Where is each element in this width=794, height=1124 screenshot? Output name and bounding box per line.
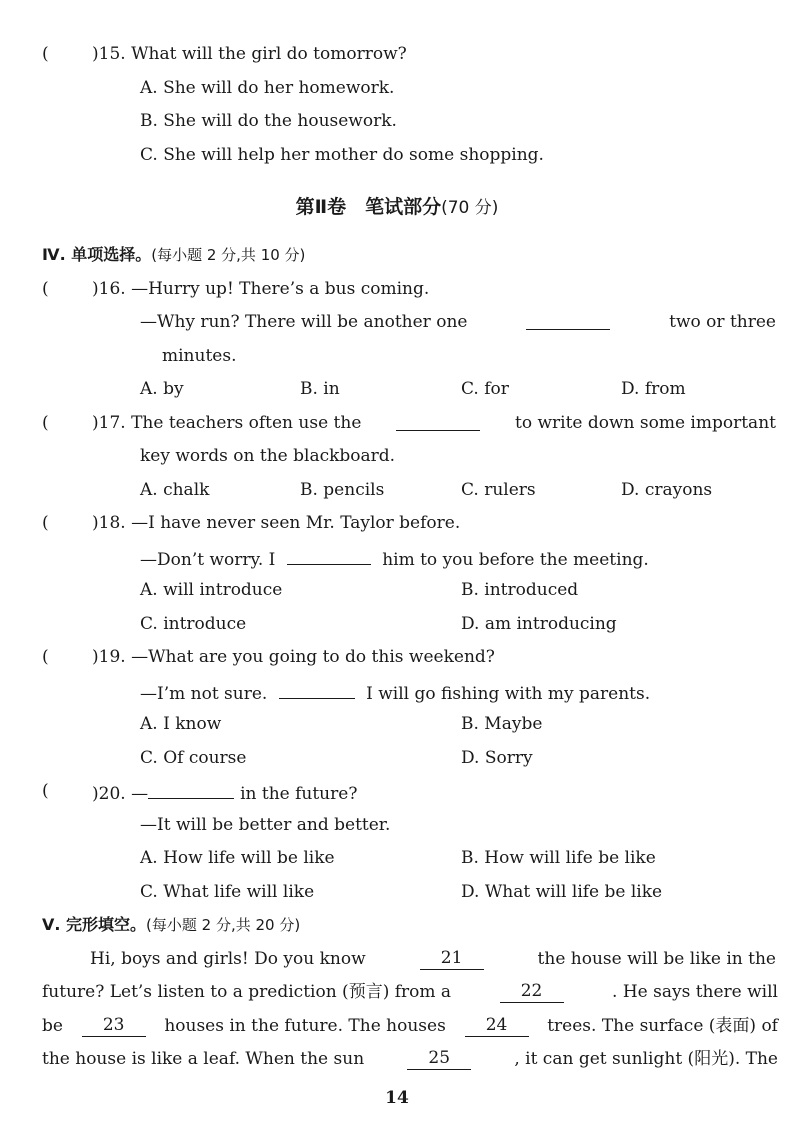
cloze-blank-21[interactable]: 21 (420, 948, 484, 970)
q18-option-a: A. will introduce (140, 580, 283, 600)
section-4-title: Ⅳ. 单项选择。 (42, 245, 152, 264)
q18-line-2-before: —Don’t worry. I (140, 550, 276, 570)
q17-stem (92, 412, 776, 434)
q15-option-b: B. She will do the housework. (140, 111, 397, 131)
question-16-stem: )16. —Hurry up! There’s a bus coming. (92, 279, 430, 299)
question-15-stem: )15. What will the girl do tomorrow? (92, 44, 407, 64)
cloze-line-1 (90, 948, 776, 970)
section-5-header (42, 914, 300, 936)
q18-option-d: D. am introducing (461, 614, 617, 634)
question-18-stem: )18. —I have never seen Mr. Taylor before. (92, 513, 461, 533)
q16-line-3: minutes. (162, 346, 237, 366)
part-2-title (0, 192, 794, 219)
section-4-header (42, 244, 305, 266)
q15-option-c: C. She will help her mother do some shopping. (140, 145, 544, 165)
question-19-stem: )19. —What are you going to do this weekend? (92, 647, 495, 667)
q17-stem-after: to write down some important (514, 413, 776, 433)
section-4-note: (每小题 2 分,共 10 分) (151, 246, 306, 264)
q20-option-c: C. What life will like (140, 882, 315, 902)
cloze-text: houses in the future. The houses (164, 1016, 446, 1036)
cloze-text: the house will be like in the (537, 949, 776, 969)
q17-line-2: key words on the blackboard. (140, 446, 396, 466)
answer-paren[interactable]: ( (42, 279, 49, 299)
q19-line-2 (140, 680, 650, 705)
cloze-text: , it can get sunlight (阳光). The (514, 1049, 778, 1069)
q19-option-d: D. Sorry (461, 748, 533, 768)
answer-paren[interactable]: ( (42, 44, 49, 64)
cloze-blank-23[interactable]: 23 (82, 1015, 146, 1037)
answer-paren[interactable]: ( (42, 513, 49, 533)
cloze-line-2 (42, 981, 778, 1003)
q16-line-2 (140, 311, 776, 333)
q19-option-a: A. I know (140, 714, 222, 734)
cloze-text: . He says there will (612, 982, 778, 1002)
answer-blank[interactable] (148, 780, 234, 799)
q20-stem-after: in the future? (240, 784, 358, 804)
q18-option-b: B. introduced (461, 580, 579, 600)
answer-blank[interactable] (279, 680, 355, 699)
answer-blank[interactable] (287, 546, 371, 565)
q19-option-b: B. Maybe (461, 714, 543, 734)
q20-stem (92, 780, 357, 805)
q18-line-2-after: him to you before the meeting. (382, 550, 649, 570)
q19-line-2-after: I will go fishing with my parents. (366, 684, 651, 704)
section-5-note: (每小题 2 分,共 20 分) (146, 916, 301, 934)
q17-option-c: C. rulers (461, 480, 536, 500)
cloze-text: Hi, boys and girls! Do you know (90, 949, 366, 969)
q16-line-2-before: —Why run? There will be another one (140, 312, 468, 332)
cloze-blank-25[interactable]: 25 (407, 1048, 471, 1070)
cloze-blank-22[interactable]: 22 (500, 981, 564, 1003)
q19-option-c: C. Of course (140, 748, 247, 768)
answer-blank[interactable] (396, 412, 480, 431)
answer-paren[interactable]: ( (42, 413, 49, 433)
answer-paren[interactable]: ( (42, 781, 49, 801)
q16-option-d: D. from (621, 379, 686, 399)
section-5-title: Ⅴ. 完形填空。 (42, 915, 147, 934)
answer-paren[interactable]: ( (42, 647, 49, 667)
q16-line-2-after: two or three (669, 312, 776, 332)
q18-option-c: C. introduce (140, 614, 247, 634)
q18-line-2 (140, 546, 649, 571)
q16-option-a: A. by (140, 379, 184, 399)
page-number: 14 (385, 1088, 409, 1108)
cloze-text: the house is like a leaf. When the sun (42, 1049, 365, 1069)
q16-option-b: B. in (300, 379, 340, 399)
answer-blank[interactable] (526, 311, 610, 330)
q15-option-a: A. She will do her homework. (140, 78, 395, 98)
q17-option-b: B. pencils (300, 480, 385, 500)
cloze-text: trees. The surface (表面) of (547, 1016, 778, 1036)
cloze-blank-24[interactable]: 24 (465, 1015, 529, 1037)
q20-option-b: B. How will life be like (461, 848, 656, 868)
cloze-line-4 (42, 1048, 778, 1070)
cloze-line-3 (42, 1015, 778, 1037)
q20-option-a: A. How life will be like (140, 848, 335, 868)
cloze-text: be (42, 1016, 63, 1036)
part-2-points: (70 分) (441, 198, 499, 218)
part-2-title-text: 第Ⅱ卷 笔试部分 (295, 196, 442, 218)
q20-stem-before: )20. — (92, 784, 149, 804)
q20-option-d: D. What will life be like (461, 882, 663, 902)
q19-line-2-before: —I’m not sure. (140, 684, 268, 704)
q20-line-2: —It will be better and better. (140, 815, 391, 835)
q17-option-a: A. chalk (140, 480, 210, 500)
q17-option-d: D. crayons (621, 480, 713, 500)
q17-stem-before: )17. The teachers often use the (92, 413, 362, 433)
cloze-text: future? Let’s listen to a prediction (预言) from a (42, 982, 452, 1002)
q16-option-c: C. for (461, 379, 509, 399)
